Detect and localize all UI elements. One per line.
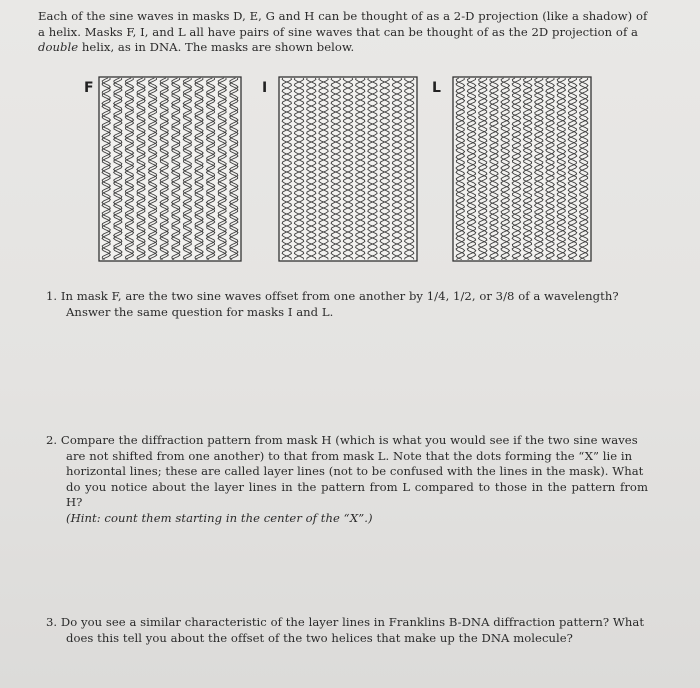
intro-paragraph (38, 9, 648, 56)
intro-line-3-italic: double (38, 40, 79, 54)
question-2 (46, 433, 648, 526)
intro-line-1: Each of the sine waves in masks D, E, G and H can be thought of as a 2-D projection (like a shadow) of (38, 9, 648, 23)
question-1 (46, 289, 648, 320)
intro-line-2: a helix. Masks F, I, and L all have pairs of sine waves that can be thought of as the 2D projection of a (38, 24, 638, 39)
question-2-line-1: 2. Compare the diffraction pattern from mask H (which is what you would see if the two sine waves (46, 433, 638, 447)
mask-label-i: I (262, 80, 268, 96)
question-1-line-2: Answer the same question for masks I and L. (66, 304, 334, 319)
mask-i-image (278, 76, 418, 262)
question-2-hint-label: (Hint: (66, 510, 101, 525)
question-2-hint-text: count them starting in the center of the “X”.) (100, 510, 373, 525)
mask-l-image (452, 76, 592, 262)
question-3-line-2: does this tell you about the offset of the two helices that make up the DNA molecule? (66, 630, 573, 645)
question-2-line-2: are not shifted from one another) to that from mask L. Note that the dots forming the “X” lie in (66, 448, 633, 463)
intro-line-3: helix, as in DNA. The masks are shown below. (78, 40, 355, 54)
question-2-line-3: horizontal lines; these are called layer lines (not to be confused with the lines in the mask). What (66, 464, 644, 478)
question-3 (46, 615, 648, 646)
mask-f-image (98, 76, 242, 262)
mask-label-f: F (84, 80, 94, 96)
question-3-line-1: 3. Do you see a similar characteristic of the layer lines in Franklins B-DNA diffraction pattern? What (46, 615, 645, 629)
question-1-line-1: 1. In mask F, are the two sine waves offset from one another by 1/4, 1/2, or 3/8 of a wavelength? (46, 289, 619, 303)
question-2-line-4: do you notice about the layer lines in the pattern from L compared to those in the pattern from H? (66, 479, 648, 509)
mask-label-l: L (432, 80, 441, 96)
